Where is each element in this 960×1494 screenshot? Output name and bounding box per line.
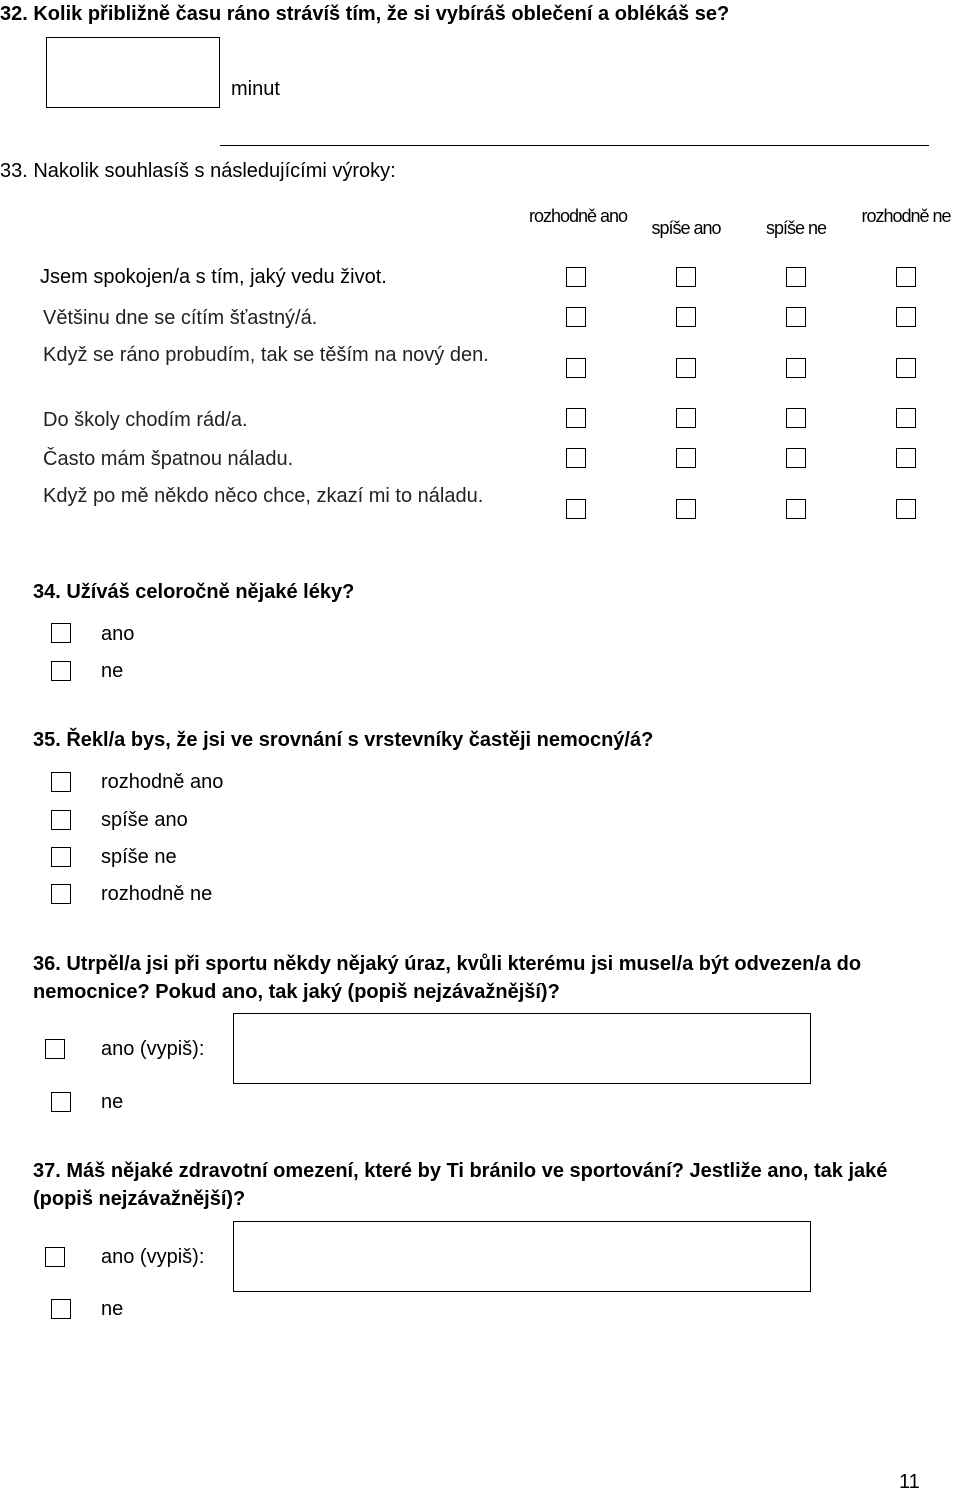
option-label: ne [101,1091,124,1113]
injury-description-input[interactable] [233,1013,811,1084]
column-header-definitely-no: rozhodně ne [861,206,951,226]
option-checkbox[interactable] [51,884,71,904]
health-limitation-input[interactable] [233,1221,811,1292]
rating-checkbox[interactable] [786,358,806,378]
rating-checkbox[interactable] [566,499,586,519]
option-label: ano (vypiš): [101,1246,205,1268]
question-32-title: 32. Kolik přibližně času ráno strávíš tím, že si vybíráš oblečení a oblékáš se? [0,3,730,25]
option-label: spíše ano [101,809,188,831]
rating-checkbox[interactable] [896,358,916,378]
rating-checkbox[interactable] [896,448,916,468]
option-label: rozhodně ano [101,771,224,793]
column-header-rather-no: spíše ne [765,218,827,238]
column-header-rather-yes: spíše ano [651,218,721,238]
option-checkbox[interactable] [51,847,71,867]
option-label: ano [101,623,135,645]
minutes-unit-label: minut [231,78,280,100]
option-checkbox[interactable] [51,772,71,792]
statement-row-label: Často mám špatnou náladu. [43,448,294,470]
option-checkbox[interactable] [45,1247,65,1267]
rating-checkbox[interactable] [786,448,806,468]
page-number: 11 [899,1471,920,1493]
rating-checkbox[interactable] [896,499,916,519]
rating-checkbox[interactable] [566,267,586,287]
rating-checkbox[interactable] [566,358,586,378]
minutes-input[interactable] [46,37,220,108]
question-34-title: 34. Užíváš celoročně nějaké léky? [33,581,355,603]
rating-checkbox[interactable] [676,448,696,468]
statement-row-label: Jsem spokojen/a s tím, jaký vedu život. [40,266,387,288]
statement-row-label: Většinu dne se cítím šťastný/á. [43,307,318,329]
option-checkbox[interactable] [51,623,71,643]
option-label: ne [101,660,124,682]
rating-checkbox[interactable] [786,408,806,428]
statement-row-label: Do školy chodím rád/a. [43,409,248,431]
option-checkbox[interactable] [51,810,71,830]
rating-checkbox[interactable] [786,307,806,327]
option-checkbox[interactable] [51,661,71,681]
statement-row-label: Když po mě někdo něco chce, zkazí mi to náladu. [43,485,484,507]
option-label: spíše ne [101,846,177,868]
rating-checkbox[interactable] [676,307,696,327]
rating-checkbox[interactable] [566,448,586,468]
option-checkbox[interactable] [51,1092,71,1112]
rating-checkbox[interactable] [786,499,806,519]
statement-row-label: Když se ráno probudím, tak se těším na nový den. [43,344,489,366]
option-label: ano (vypiš): [101,1038,205,1060]
question-35-title: 35. Řekl/a bys, že jsi ve srovnání s vrstevníky častěji nemocný/á? [33,729,654,751]
question-33-title: 33. Nakolik souhlasíš s následujícími výroky: [0,160,396,182]
option-label: rozhodně ne [101,883,213,905]
rating-checkbox[interactable] [566,307,586,327]
rating-checkbox[interactable] [676,499,696,519]
option-checkbox[interactable] [45,1039,65,1059]
rating-checkbox[interactable] [786,267,806,287]
section-divider [220,145,929,146]
column-header-definitely-yes: rozhodně ano [528,206,628,226]
rating-checkbox[interactable] [896,267,916,287]
rating-checkbox[interactable] [896,307,916,327]
question-37-title: 37. Máš nějaké zdravotní omezení, které by Ti bránilo ve sportování? Jestliže ano, tak jaké (popiš nejzávažnější)? [33,1160,888,1210]
option-checkbox[interactable] [51,1299,71,1319]
rating-checkbox[interactable] [676,267,696,287]
option-label: ne [101,1298,124,1320]
rating-checkbox[interactable] [566,408,586,428]
rating-checkbox[interactable] [676,408,696,428]
question-36-title: 36. Utrpěl/a jsi při sportu někdy nějaký úraz, kvůli kterému jsi musel/a být odvezen/a do nemocnice? Pokud ano, tak jaký (popiš nejzávažnější)? [33,953,862,1003]
rating-checkbox[interactable] [676,358,696,378]
rating-checkbox[interactable] [896,408,916,428]
